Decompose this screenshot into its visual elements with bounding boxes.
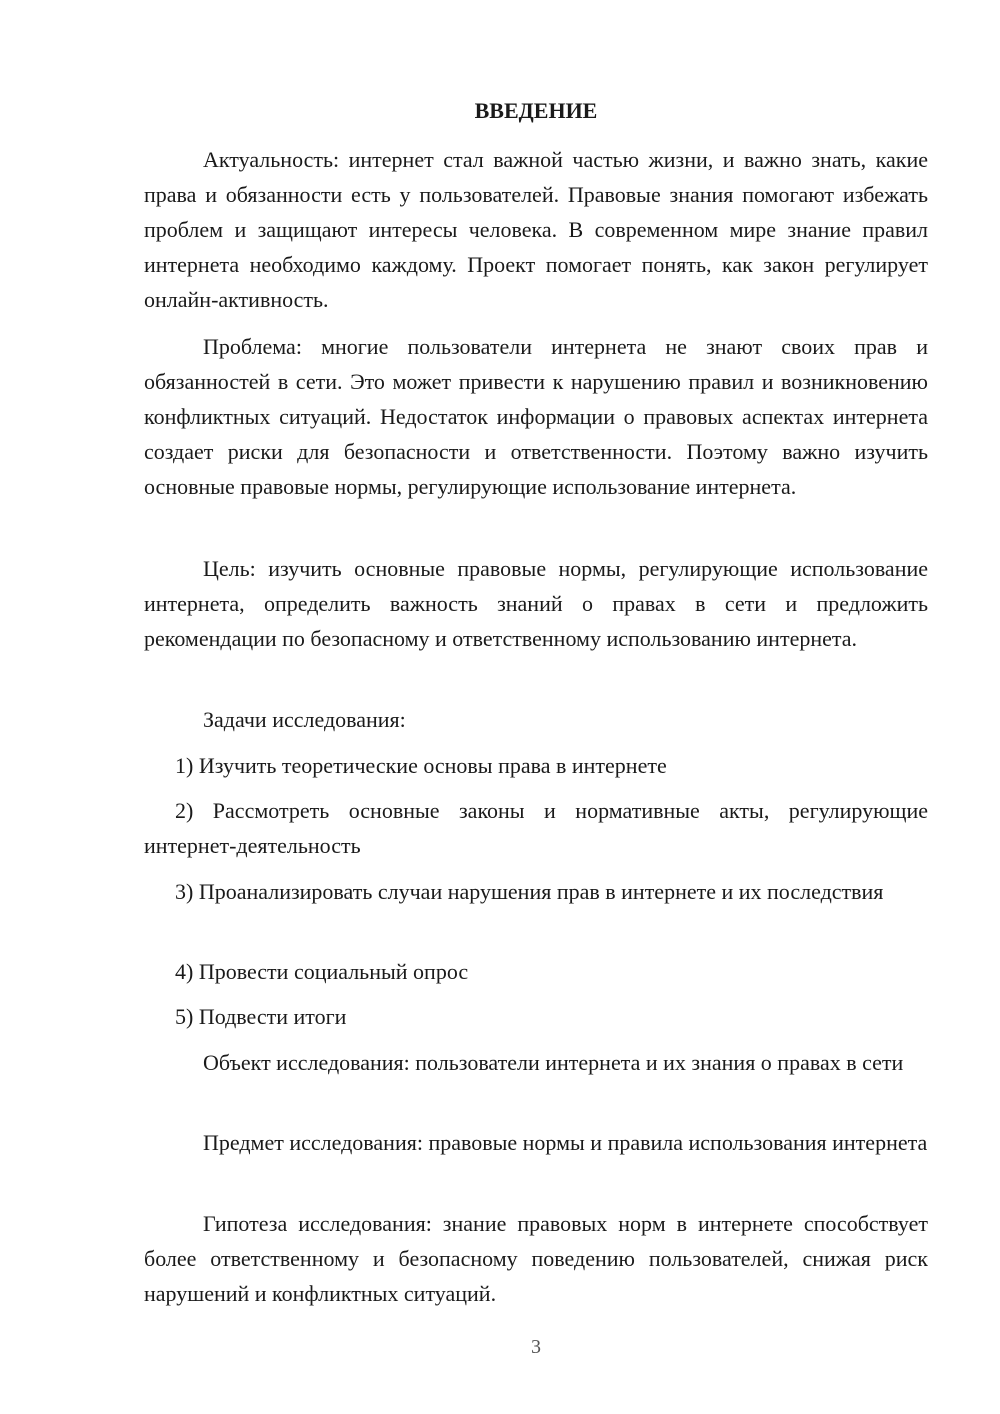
- document-page: [144, 0, 928, 1414]
- problem-paragraph: Проблема: многие пользователи интернета не знают своих прав и обязанностей в сети. Это может привести к нарушению правил и возникновению конфликтных ситуаций. Недостаток информации о правовых аспектах интернета создает риски для безопасности и ответственности. Поэтому важно изучить основные правовые нормы, регулирующие использование интернета.: [144, 334, 928, 499]
- tasks-heading: Задачи исследования:: [203, 707, 406, 732]
- goal-paragraph: Цель: изучить основные правовые нормы, регулирующие использование интернета, определить важность знаний о правах в сети и предложить рекомендации по безопасному и ответственному использованию интернета.: [144, 556, 928, 651]
- relevance-paragraph: Актуальность: интернет стал важной частью жизни, и важно знать, какие права и обязанности есть у пользователей. Правовые знания помогают избежать проблем и защищают интересы человека. В современном мире знание правил интернета необходимо каждому. Проект помогает понять, как закон регулирует онлайн-активность.: [144, 147, 928, 312]
- object-paragraph: Объект исследования: пользователи интернета и их знания о правах в сети: [203, 1050, 904, 1075]
- task-item-4: 4) Провести социальный опрос: [175, 959, 469, 984]
- subject-paragraph: Предмет исследования: правовые нормы и правила использования интернета: [203, 1130, 928, 1155]
- hypothesis-paragraph: Гипотеза исследования: знание правовых норм в интернете способствует более ответственному и безопасному поведению пользователей, снижая риск нарушений и конфликтных ситуаций.: [144, 1211, 928, 1306]
- task-item-5: 5) Подвести итоги: [175, 1004, 347, 1029]
- task-item-2: 2) Рассмотреть основные законы и нормативные акты, регулирующие интернет-деятельность: [144, 798, 928, 858]
- task-item-3: 3) Проанализировать случаи нарушения прав в интернете и их последствия: [175, 879, 884, 904]
- page-number: 3: [531, 1336, 541, 1358]
- task-item-1: 1) Изучить теоретические основы права в интернете: [175, 753, 667, 778]
- page-title: ВВЕДЕНИЕ: [474, 98, 598, 123]
